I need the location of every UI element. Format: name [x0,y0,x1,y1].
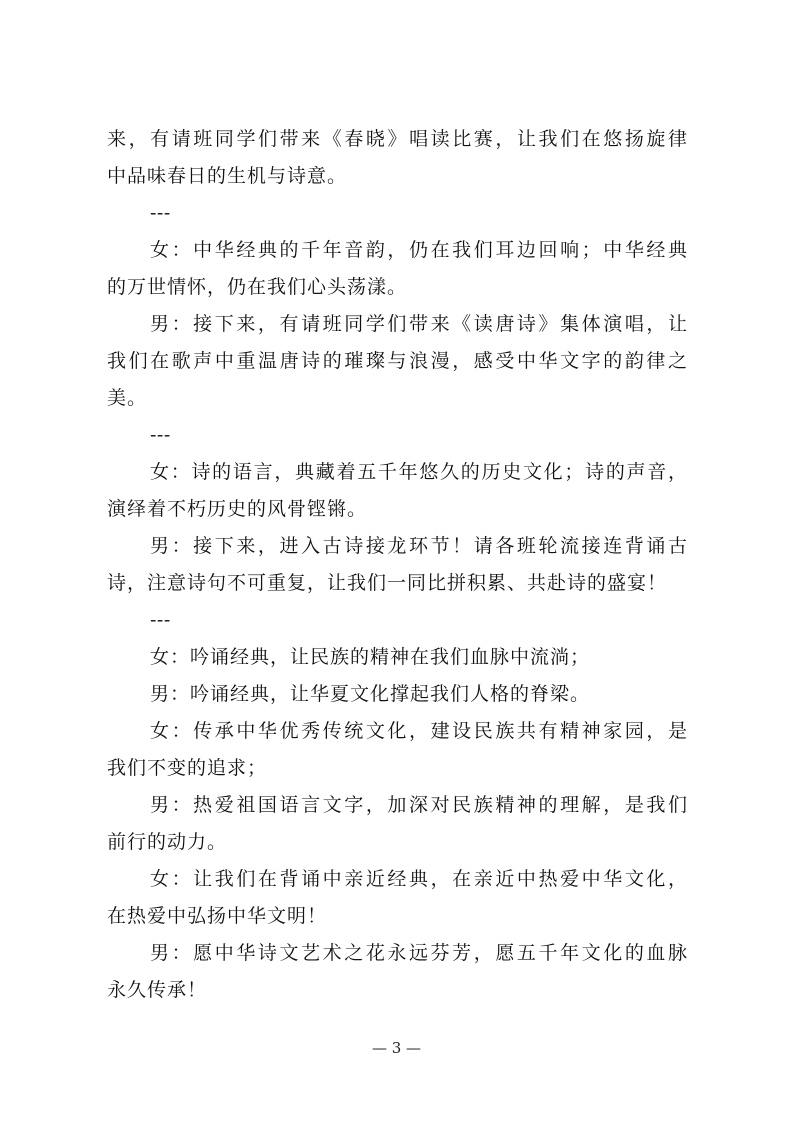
text-line: 男：愿中华诗文艺术之花永远芬芳，愿五千年文化的血脉 [150,942,688,964]
text-line: 男：接下来，进入古诗接龙环节！请各班轮流接连背诵古 [150,535,688,557]
paragraph-male-speaker [107,528,688,602]
section-separator [107,417,688,454]
paragraph-male-speaker [107,676,688,713]
document-body [107,121,688,1009]
text-line: 永久传承！ [107,979,208,1001]
text-line: 女：传承中华优秀传统文化，建设民族共有精神家园，是 [150,720,688,742]
separator-line: --- [150,202,171,224]
text-line: 男：吟诵经典，让华夏文化撑起我们人格的脊梁。 [150,683,591,705]
text-line: 诗，注意诗句不可重复，让我们一同比拼积累、共赴诗的盛宴！ [107,572,668,594]
text-line: 女：诗的语言，典藏着五千年悠久的历史文化；诗的声音， [150,461,688,483]
text-line: 我们不变的追求； [107,757,268,779]
paragraph-continuation [107,121,688,195]
separator-line: --- [150,609,171,631]
text-line: 的万世情怀，仍在我们心头荡漾。 [107,276,408,298]
paragraph-female-speaker [107,639,688,676]
text-line: 在热爱中弘扬中华文明！ [107,905,328,927]
separator-line: --- [150,424,171,446]
text-line: 女：中华经典的千年音韵，仍在我们耳边回响；中华经典 [150,239,688,261]
text-line: 女：吟诵经典，让民族的精神在我们血脉中流淌； [150,646,591,668]
section-separator [107,195,688,232]
text-line: 女：让我们在背诵中亲近经典，在亲近中热爱中华文化， [150,868,688,890]
section-separator [107,602,688,639]
text-line: 我们在歌声中重温唐诗的璀璨与浪漫，感受中华文字的韵律之 [107,350,688,372]
text-line: 美。 [107,387,148,409]
page-number: — 3 — [371,1039,422,1057]
paragraph-male-speaker [107,306,688,417]
paragraph-female-speaker [107,454,688,528]
paragraph-male-speaker [107,935,688,1009]
text-line: 来，有请班同学们带来《春晓》唱读比赛，让我们在悠扬旋律 [107,128,688,150]
text-line: 中品味春日的生机与诗意。 [107,165,348,187]
paragraph-male-speaker [107,787,688,861]
paragraph-female-speaker [107,861,688,935]
text-line: 前行的动力。 [107,831,228,853]
text-line: 男：热爱祖国语言文字，加深对民族精神的理解，是我们 [150,794,688,816]
paragraph-female-speaker [107,232,688,306]
paragraph-female-speaker [107,713,688,787]
text-line: 演绎着不朽历史的风骨铿锵。 [107,498,368,520]
text-line: 男：接下来，有请班同学们带来《读唐诗》集体演唱，让 [150,313,688,335]
